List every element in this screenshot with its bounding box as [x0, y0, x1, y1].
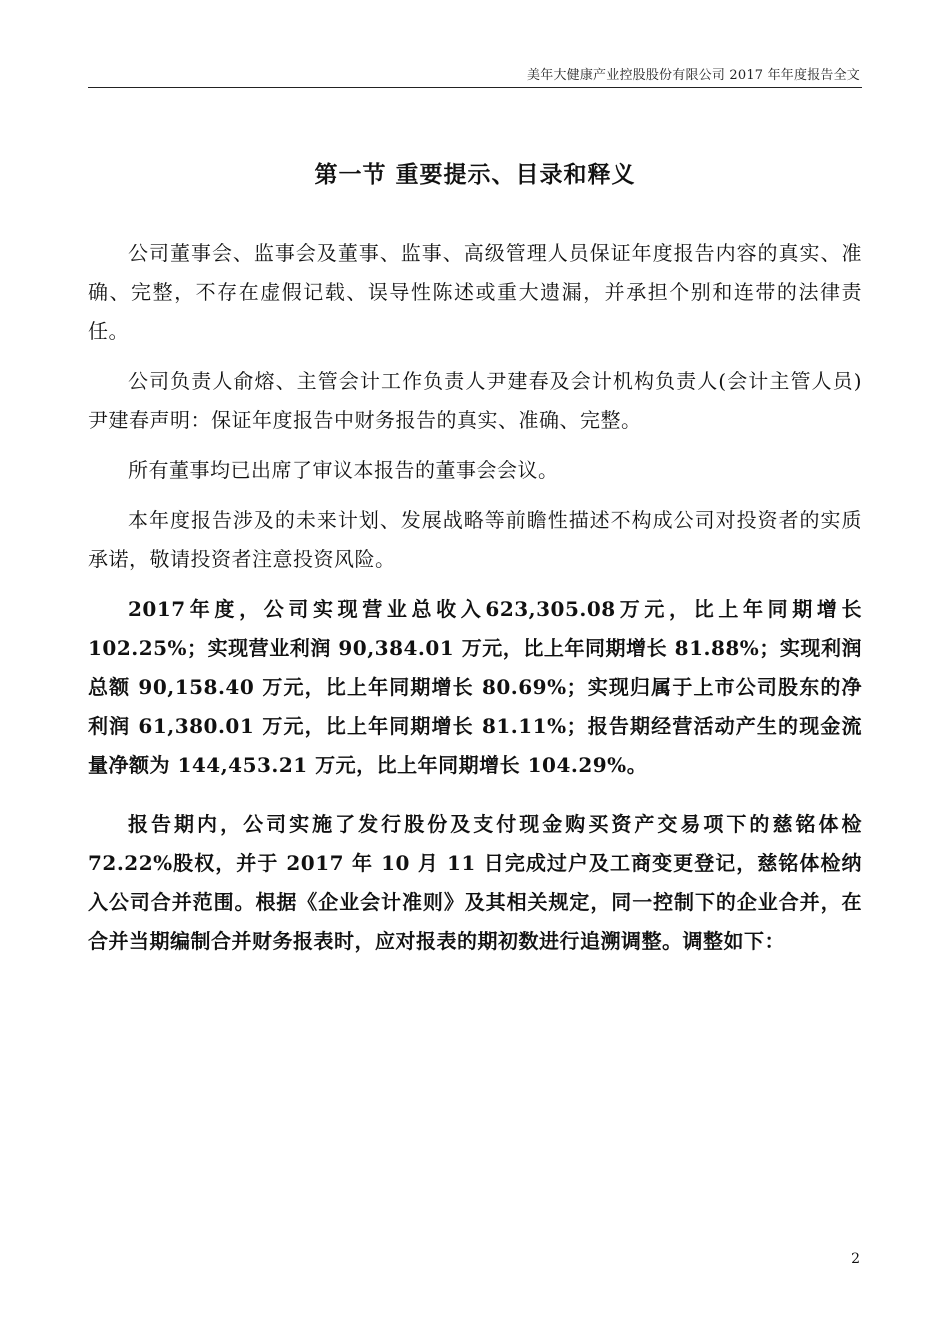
section-title: 第一节 重要提示、目录和释义: [314, 161, 636, 188]
page-header: 美年大健康产业控股股份有限公司 2017 年年度报告全文: [527, 68, 860, 83]
body-text: [88, 234, 862, 972]
paragraph-responsibility: 公司董事会、监事会及董事、监事、高级管理人员保证年度报告内容的真实、准确、完整，不存在虚假记载、误导性陈述或重大遗漏，并承担个别和连带的法律责任。: [88, 241, 862, 343]
paragraph-declaration: 公司负责人俞熔、主管会计工作负责人尹建春及会计机构负责人(会计主管人员)尹建春声明：保证年度报告中财务报告的真实、准确、完整。: [88, 369, 862, 432]
paragraph-attendance: 所有董事均已出席了审议本报告的董事会会议。: [128, 458, 559, 482]
paragraph-forward-looking: 本年度报告涉及的未来计划、发展战略等前瞻性描述不构成公司对投资者的实质承诺，敬请投资者注意投资风险。: [88, 508, 862, 571]
paragraph-financial-results: 2017年度，公司实现营业总收入623,305.08万元，比上年同期增长102.25%；实现营业利润 90,384.01 万元，比上年同期增长 81.88%；实现利润总额 90,158.40 万元，比上年同期增长 80.69%；实现归属于上市公司股东的净利润 61,380.01 万元，比上年同期增长 81.11%；报告期经营活动产生的现金流量净额为 144,453.21 万元，比上年同期增长 104.29%。: [88, 597, 862, 777]
page-number: 2: [851, 1251, 860, 1267]
paragraph-merger: 报告期内，公司实施了发行股份及支付现金购买资产交易项下的慈铭体检 72.22%股权，并于 2017 年 10 月 11 日完成过户及工商变更登记，慈铭体检纳入公司合并范围。根据《企业会计准则》及其相关规定，同一控制下的企业合并，在合并当期编制合并财务报表时，应对报表的期初数进行追溯调整。调整如下：: [88, 812, 862, 953]
header-rule: [88, 87, 862, 88]
